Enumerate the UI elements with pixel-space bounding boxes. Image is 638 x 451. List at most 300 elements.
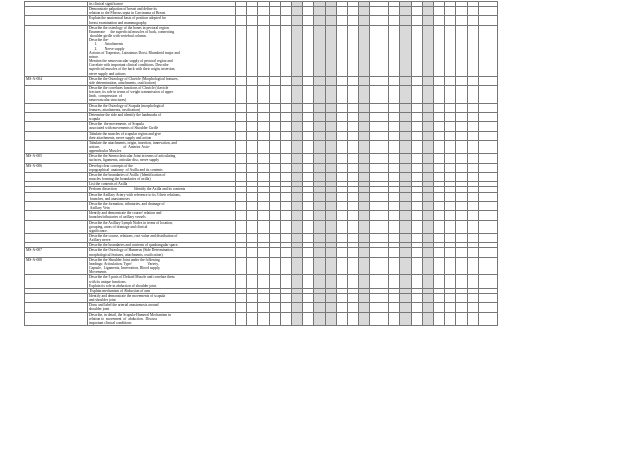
checkbox-cell — [325, 211, 336, 220]
checkbox-cell — [478, 172, 497, 181]
checkbox-cell — [400, 192, 411, 201]
description-line: actions of Anterior Axio- — [89, 145, 150, 149]
checkbox-cell — [258, 257, 269, 275]
checkbox-cell — [400, 275, 411, 288]
table-row — [25, 211, 498, 220]
checkbox-cell — [434, 303, 445, 312]
competency-code — [25, 172, 88, 181]
checkbox-cell — [389, 275, 400, 288]
description-line: Tabulate the attachments, origin, insertion, innervation, and — [89, 140, 177, 145]
checkbox-cell — [411, 154, 422, 163]
checkbox-cell — [359, 140, 370, 153]
checkbox-cell — [336, 7, 347, 16]
checkbox-cell — [445, 211, 456, 220]
checkbox-cell — [422, 122, 433, 131]
checkbox-cell — [478, 25, 497, 76]
checkbox-cell — [422, 7, 433, 16]
competency-code — [25, 16, 88, 25]
competency-description — [88, 112, 236, 121]
checkbox-cell — [303, 220, 314, 233]
checkbox-cell — [236, 211, 247, 220]
checkbox-cell — [291, 112, 302, 121]
checkbox-cell — [291, 76, 302, 85]
checkbox-cell — [456, 220, 467, 233]
checkbox-cell — [411, 211, 422, 220]
checkbox-cell — [336, 154, 347, 163]
checkbox-cell — [247, 103, 258, 112]
checkbox-cell — [400, 220, 411, 233]
competency-description — [88, 16, 236, 25]
checkbox-cell — [325, 76, 336, 85]
checkbox-cell — [336, 172, 347, 181]
competency-description — [88, 154, 236, 163]
checkbox-cell — [247, 192, 258, 201]
checkbox-cell — [445, 16, 456, 25]
checkbox-cell — [422, 248, 433, 257]
checkbox-cell — [411, 163, 422, 172]
checkbox-cell — [336, 220, 347, 233]
description-line: Enumerate the superficial muscles of back, connecting — [89, 29, 175, 34]
checkbox-cell — [314, 220, 325, 233]
checkbox-cell — [314, 131, 325, 140]
checkbox-cell — [389, 248, 400, 257]
checkbox-cell — [347, 172, 358, 181]
checkbox-cell — [303, 140, 314, 153]
checkbox-cell — [236, 192, 247, 201]
description-line: important clinical conditions — [89, 320, 132, 325]
checkbox-cell — [359, 16, 370, 25]
checkbox-cell — [467, 303, 478, 312]
table-row — [25, 85, 498, 103]
checkbox-cell — [359, 303, 370, 312]
checkbox-cell — [400, 294, 411, 303]
competency-description — [88, 192, 236, 201]
description-line: Movements — [89, 270, 107, 275]
checkbox-cell — [445, 154, 456, 163]
checkbox-cell — [325, 192, 336, 201]
checkbox-cell — [291, 131, 302, 140]
checkbox-cell — [434, 257, 445, 275]
checkbox-cell — [434, 192, 445, 201]
checkbox-cell — [467, 7, 478, 16]
checkbox-cell — [389, 201, 400, 210]
checkbox-cell — [478, 211, 497, 220]
table-row — [25, 303, 498, 312]
checkbox-cell — [400, 233, 411, 242]
checkbox-cell — [445, 220, 456, 233]
checkbox-cell — [325, 122, 336, 131]
checkbox-cell — [467, 294, 478, 303]
checkbox-cell — [400, 248, 411, 257]
description-line: associated with movements of Shoulder Girdle — [89, 126, 159, 131]
description-line: Describe the course, relations, root value and distribution of — [89, 233, 178, 238]
checkbox-cell — [269, 312, 280, 325]
checkbox-cell — [325, 257, 336, 275]
checkbox-cell — [389, 220, 400, 233]
competency-table — [24, 1, 498, 326]
checkbox-cell — [325, 275, 336, 288]
checkbox-cell — [445, 85, 456, 103]
checkbox-cell — [269, 140, 280, 153]
checkbox-cell — [269, 16, 280, 25]
checkbox-cell — [347, 131, 358, 140]
checkbox-cell — [347, 312, 358, 325]
checkbox-cell — [280, 275, 291, 288]
checkbox-cell — [411, 76, 422, 85]
checkbox-cell — [303, 163, 314, 172]
description-line: Describe the Sternoclavicular Joint in terms of articulating — [89, 154, 176, 159]
checkbox-cell — [247, 25, 258, 76]
checkbox-cell — [400, 122, 411, 131]
checkbox-cell — [411, 25, 422, 76]
checkbox-cell — [291, 122, 302, 131]
checkbox-cell — [291, 201, 302, 210]
competency-code: MS-A-008 — [25, 257, 88, 275]
checkbox-cell — [389, 7, 400, 16]
checkbox-cell — [456, 131, 467, 140]
checkbox-cell — [258, 248, 269, 257]
checkbox-cell — [370, 192, 389, 201]
checkbox-cell — [445, 275, 456, 288]
checkbox-cell — [411, 248, 422, 257]
description-line: List the contents of Axilla — [89, 182, 128, 187]
checkbox-cell — [314, 25, 325, 76]
checkbox-cell — [258, 220, 269, 233]
checkbox-cell — [456, 140, 467, 153]
description-line: muscles forming the boundaries of axilla) — [89, 177, 151, 182]
checkbox-cell — [303, 312, 314, 325]
checkbox-cell — [336, 303, 347, 312]
checkbox-cell — [236, 275, 247, 288]
checkbox-cell — [280, 16, 291, 25]
checkbox-cell — [247, 211, 258, 220]
checkbox-cell — [303, 76, 314, 85]
checkbox-cell — [280, 25, 291, 76]
table-row — [25, 257, 498, 275]
checkbox-cell — [247, 275, 258, 288]
competency-description — [88, 25, 236, 76]
checkbox-cell — [422, 85, 433, 103]
checkbox-cell — [325, 312, 336, 325]
checkbox-cell — [269, 154, 280, 163]
checkbox-cell — [389, 312, 400, 325]
checkbox-cell — [314, 257, 325, 275]
competency-code: MS-A-006 — [25, 163, 88, 172]
checkbox-cell — [434, 112, 445, 121]
checkbox-cell — [359, 25, 370, 76]
checkbox-cell — [314, 275, 325, 288]
checkbox-cell — [269, 103, 280, 112]
checkbox-cell — [400, 76, 411, 85]
table-row — [25, 112, 498, 121]
competency-description — [88, 211, 236, 220]
checkbox-cell — [236, 294, 247, 303]
checkbox-cell — [247, 248, 258, 257]
checkbox-cell — [347, 220, 358, 233]
checkbox-cell — [325, 172, 336, 181]
checkbox-cell — [269, 163, 280, 172]
checkbox-cell — [445, 112, 456, 121]
checkbox-cell — [291, 257, 302, 275]
description-line: neurovascular structures) — [89, 98, 127, 103]
checkbox-cell — [370, 163, 389, 172]
checkbox-cell — [389, 294, 400, 303]
checkbox-cell — [445, 248, 456, 257]
checkbox-cell — [370, 172, 389, 181]
table-row — [25, 103, 498, 112]
checkbox-cell — [411, 192, 422, 201]
checkbox-cell — [280, 112, 291, 121]
competency-code — [25, 25, 88, 76]
checkbox-cell — [467, 257, 478, 275]
checkbox-cell — [303, 172, 314, 181]
checkbox-cell — [445, 294, 456, 303]
checkbox-cell — [247, 131, 258, 140]
description-line: Explain mechanism of Abduction of arm — [89, 288, 151, 293]
checkbox-cell — [258, 131, 269, 140]
checkbox-cell — [347, 257, 358, 275]
checkbox-cell — [269, 233, 280, 242]
description-line: Describe the formation, tributaries, and drainage of — [89, 201, 165, 206]
competency-code — [25, 312, 88, 325]
checkbox-cell — [280, 140, 291, 153]
checkbox-cell — [370, 7, 389, 16]
table-row — [25, 201, 498, 210]
checkbox-cell — [303, 154, 314, 163]
description-line: Perform dissection Identify the Axilla and its contents — [89, 187, 186, 192]
checkbox-cell — [456, 16, 467, 25]
table-row — [25, 140, 498, 153]
competency-code — [25, 103, 88, 112]
checkbox-cell — [303, 112, 314, 121]
checkbox-cell — [303, 131, 314, 140]
checkbox-cell — [314, 122, 325, 131]
checkbox-cell — [236, 140, 247, 153]
checkbox-cell — [456, 303, 467, 312]
checkbox-cell — [236, 257, 247, 275]
checkbox-cell — [236, 103, 247, 112]
checkbox-cell — [370, 122, 389, 131]
table-row — [25, 25, 498, 76]
checkbox-cell — [370, 140, 389, 153]
description-line: their attachments, nerve supply and action — [89, 135, 152, 140]
checkbox-cell — [434, 312, 445, 325]
checkbox-cell — [389, 172, 400, 181]
checkbox-cell — [411, 112, 422, 121]
checkbox-cell — [258, 16, 269, 25]
checkbox-cell — [411, 7, 422, 16]
description-line: Describe the Osteology of Clavicle (Morphological features, — [89, 76, 179, 81]
checkbox-cell — [422, 275, 433, 288]
checkbox-cell — [291, 294, 302, 303]
description-line: relation to movement of abduction. Discuss — [89, 316, 158, 321]
competency-description — [88, 163, 236, 172]
checkbox-cell — [478, 85, 497, 103]
checkbox-cell — [370, 85, 389, 103]
checkbox-cell — [280, 303, 291, 312]
checkbox-cell — [280, 172, 291, 181]
checkbox-cell — [359, 154, 370, 163]
checkbox-cell — [445, 172, 456, 181]
checkbox-cell — [325, 233, 336, 242]
checkbox-cell — [467, 16, 478, 25]
checkbox-cell — [336, 192, 347, 201]
checkbox-cell — [434, 122, 445, 131]
checkbox-cell — [370, 303, 389, 312]
checkbox-cell — [422, 312, 433, 325]
checkbox-cell — [347, 303, 358, 312]
table-row — [25, 131, 498, 140]
checkbox-cell — [359, 233, 370, 242]
table-row — [25, 163, 498, 172]
checkbox-cell — [258, 103, 269, 112]
description-line: nerve supply and actions — [89, 71, 126, 76]
checkbox-cell — [303, 211, 314, 220]
checkbox-cell — [445, 257, 456, 275]
checkbox-cell — [456, 85, 467, 103]
checkbox-cell — [258, 303, 269, 312]
checkbox-cell — [303, 294, 314, 303]
competency-description — [88, 275, 236, 288]
description-line: side determination, attachments, ossification) — [89, 80, 156, 85]
checkbox-cell — [347, 140, 358, 153]
checkbox-cell — [445, 7, 456, 16]
checkbox-cell — [445, 76, 456, 85]
checkbox-cell — [247, 140, 258, 153]
checkbox-cell — [359, 248, 370, 257]
checkbox-cell — [236, 312, 247, 325]
checkbox-cell — [325, 294, 336, 303]
checkbox-cell — [422, 294, 433, 303]
description-line: features, attachments, ossification) — [89, 107, 141, 112]
table-row — [25, 233, 498, 242]
checkbox-cell — [359, 85, 370, 103]
description-line: branches, and anastomoses — [89, 196, 130, 201]
competency-code — [25, 201, 88, 210]
checkbox-cell — [303, 248, 314, 257]
checkbox-cell — [303, 85, 314, 103]
checkbox-cell — [314, 233, 325, 242]
description-line: Describe the osteology of the bones in pectoral region. — [89, 25, 170, 30]
description-line: Describe the boundaries of Axilla (Identification of — [89, 172, 166, 177]
checkbox-cell — [336, 76, 347, 85]
checkbox-cell — [456, 294, 467, 303]
checkbox-cell — [389, 140, 400, 153]
description-line: 2. Nerve supply — [89, 46, 125, 51]
checkbox-cell — [389, 303, 400, 312]
checkbox-cell — [434, 131, 445, 140]
checkbox-cell — [325, 201, 336, 210]
checkbox-cell — [400, 7, 411, 16]
checkbox-cell — [303, 275, 314, 288]
checkbox-cell — [314, 154, 325, 163]
table-row — [25, 275, 498, 288]
checkbox-cell — [291, 303, 302, 312]
checkbox-cell — [478, 201, 497, 210]
checkbox-cell — [422, 220, 433, 233]
checkbox-cell — [269, 85, 280, 103]
competency-description — [88, 7, 236, 16]
checkbox-cell — [445, 233, 456, 242]
checkbox-cell — [389, 211, 400, 220]
checkbox-cell — [325, 85, 336, 103]
checkbox-cell — [269, 220, 280, 233]
competency-description — [88, 131, 236, 140]
checkbox-cell — [269, 172, 280, 181]
checkbox-cell — [400, 25, 411, 76]
checkbox-cell — [291, 220, 302, 233]
checkbox-cell — [258, 233, 269, 242]
checkbox-cell — [359, 103, 370, 112]
checkbox-cell — [400, 103, 411, 112]
checkbox-cell — [336, 85, 347, 103]
competency-code — [25, 85, 88, 103]
checkbox-cell — [269, 201, 280, 210]
checkbox-cell — [422, 154, 433, 163]
checkbox-cell — [422, 211, 433, 220]
checkbox-cell — [434, 201, 445, 210]
checkbox-cell — [236, 154, 247, 163]
checkbox-cell — [280, 7, 291, 16]
checkbox-cell — [291, 140, 302, 153]
checkbox-cell — [236, 85, 247, 103]
checkbox-cell — [258, 25, 269, 76]
checkbox-cell — [467, 211, 478, 220]
checkbox-cell — [291, 233, 302, 242]
checkbox-cell — [422, 131, 433, 140]
checkbox-cell — [280, 220, 291, 233]
checkbox-cell — [467, 25, 478, 76]
checkbox-cell — [258, 154, 269, 163]
checkbox-cell — [411, 172, 422, 181]
checkbox-cell — [467, 112, 478, 121]
checkbox-cell — [467, 163, 478, 172]
checkbox-cell — [314, 112, 325, 121]
checkbox-cell — [347, 85, 358, 103]
checkbox-cell — [389, 233, 400, 242]
checkbox-cell — [291, 248, 302, 257]
checkbox-cell — [467, 201, 478, 210]
checkbox-cell — [314, 172, 325, 181]
checkbox-cell — [269, 303, 280, 312]
competency-description — [88, 303, 236, 312]
checkbox-cell — [389, 257, 400, 275]
checkbox-cell — [347, 201, 358, 210]
checkbox-cell — [445, 201, 456, 210]
competency-code — [25, 211, 88, 220]
checkbox-cell — [422, 201, 433, 210]
checkbox-cell — [291, 163, 302, 172]
description-line: relation to the Fibrous septa in Carcinoma of Breast — [89, 11, 166, 16]
checkbox-cell — [336, 257, 347, 275]
competency-code — [25, 233, 88, 242]
checkbox-cell — [336, 112, 347, 121]
checkbox-cell — [347, 16, 358, 25]
checkbox-cell — [258, 275, 269, 288]
description-line: Identify and demonstrate the course/ relation and — [89, 211, 162, 216]
checkbox-cell — [478, 192, 497, 201]
checkbox-cell — [467, 248, 478, 257]
checkbox-cell — [347, 112, 358, 121]
checkbox-cell — [359, 257, 370, 275]
checkbox-cell — [325, 220, 336, 233]
checkbox-cell — [445, 140, 456, 153]
checkbox-cell — [434, 248, 445, 257]
checkbox-cell — [422, 192, 433, 201]
checkbox-cell — [291, 16, 302, 25]
checkbox-cell — [370, 154, 389, 163]
checkbox-cell — [445, 122, 456, 131]
